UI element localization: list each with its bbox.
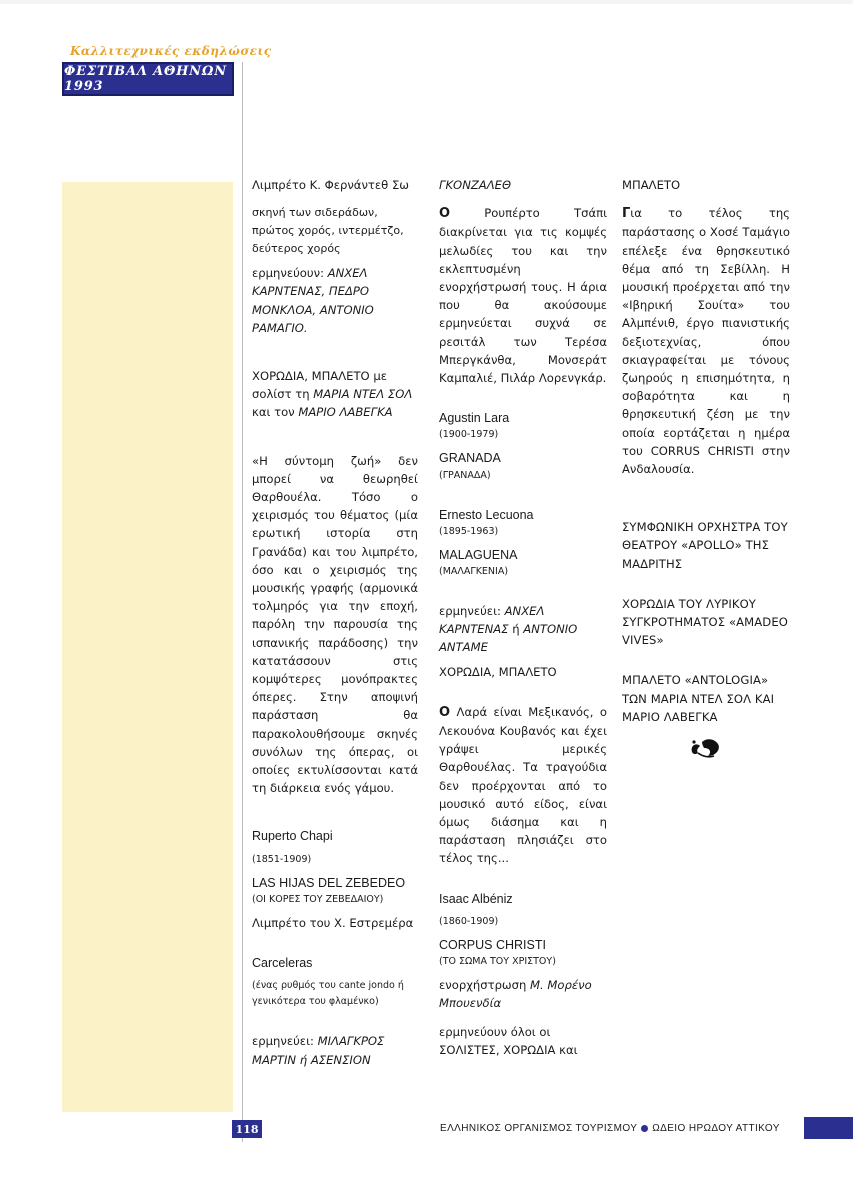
work-granada: GRANADA	[439, 451, 501, 466]
malaguena-translation: (ΜΑΛΑΓΚΕΝΙΑ)	[439, 566, 509, 578]
bullet-dot-icon	[641, 1125, 648, 1132]
section-kicker: Καλλιτεχνικές εκδηλώσεις	[70, 44, 272, 58]
orchestration-label: ενορχήστρωση	[439, 978, 531, 993]
chapi-paragraph	[439, 204, 607, 387]
chapi-years: (1851-1909)	[252, 853, 312, 865]
continued-name: ΓΚΟΝΖΑΛΕΘ	[439, 178, 512, 192]
work-hijas-zebedeo: LAS HIJAS DEL ZEBEDEO	[252, 875, 406, 890]
albeniz-years: (1860-1909)	[439, 915, 499, 927]
page-number: 118	[235, 1122, 259, 1136]
leaf-flourish-icon	[688, 734, 724, 760]
text-column-3	[622, 176, 790, 760]
footer-venue: ΩΔΕΙΟ ΗΡΩΔΟΥ ΑΤΤΙΚΟΥ	[652, 1123, 780, 1134]
corpus-translation: (ΤΟ ΣΩΜΑ ΤΟΥ ΧΡΙΣΤΟΥ)	[439, 956, 556, 968]
work-carceleras: Carceleras	[252, 956, 313, 971]
performer-label: ερμηνεύει:	[252, 1034, 318, 1049]
text-column-2	[439, 176, 607, 1059]
orchestra-apollo: ΣΥΜΦΩΝΙΚΗ ΟΡΧΗΣΤΡΑ ΤΟΥ ΘΕΑΤΡΟΥ «APOLLO» ΤΗΣ ΜΑΔΡΙΤΗΣ	[622, 520, 788, 571]
performer-name-2: ΑΝΤΟΝΙΟ ΑΝΤΑΜΕ	[439, 622, 578, 655]
performer-label: ερμηνεύει:	[439, 604, 505, 619]
chorus-text-a: ΧΟΡΩΔΙΑ, ΜΠΑΛΕΤΟ με σολίστ τη	[252, 369, 388, 402]
work-hijas-translation: (ΟΙ ΚΟΡΕΣ ΤΟΥ ΖΕΒΕΔΑΙΟΥ)	[252, 893, 384, 905]
tamayo-paragraph	[622, 204, 790, 478]
chorus-ballet-1	[252, 367, 418, 422]
performer-name: ΜΙΛΑΓΚΡΟΣ ΜΑΡΤΙΝ ή ΑΣΕΝΣΙΟΝ	[252, 1034, 385, 1067]
carceleras-note: (ένας ρυθμός του cante jondo ή γενικότερα του φλαμένκο)	[252, 980, 404, 1008]
drop-cap: Ο	[439, 704, 451, 720]
chapi-text: Ρουπέρτο Τσάπι διακρίνεται για τις κομψές μελωδίες του και την εκλεπτυσμένη ενορχήστρωσή τους. Η άρια που θα ακούσουμε ερμηνεύεται συχνά σε ρεσιτάλ των Τερέσα Μπεργκάνθα, Μονσεράτ Καμπαλιέ, Πιλάρ Λορενγκάρ.	[439, 206, 607, 386]
lecuona-years: (1895-1963)	[439, 525, 499, 537]
composer-lecuona: Ernesto Lecuona	[439, 507, 534, 522]
performers-label: ερμηνεύουν:	[252, 266, 328, 281]
drop-cap: Ο	[439, 206, 451, 222]
ballet-continued: ΜΠΑΛΕΤΟ	[622, 178, 681, 192]
performer-name-1: ΑΝΧΕΛ ΚΑΡΝΤΕΝΑΣ	[439, 604, 545, 637]
festival-banner	[62, 62, 234, 96]
performer-or: ή	[508, 622, 524, 637]
vida-breve-paragraph: «Η σύντομη ζωή» δεν μπορεί να θεωρηθεί Θαρθουέλα. Τόσο ο χειρισμός του θέματος (μία ερωτική ιστορία στη Γρανάδα) και του λιμπρέτο, όσο και ο χειρισμός της μουσικής γραφής (αρμονικά τολμηρός για την εποχή, παρόλη την παρουσία της ισπανικής παράδοσης) την κατατάσσουν στις κομψότερες μονόπρακτες όπερες. Στην αποψινή παράσταση θα παρακολουθήσουμε σκηνές συνόλων της όπερας, οι οποίες εκτυλίσσονται κατά τη διάρκεια ενός γάμου.	[252, 453, 418, 796]
work-malaguena: MALAGUENA	[439, 547, 518, 562]
ballet-antologia: ΜΠΑΛΕΤΟ «ANTOLOGIA» ΤΩΝ ΜΑΡΙΑ ΝΤΕΛ ΣΟΛ ΚΑΙ ΜΑΡΙΟ ΛΑΒΕΓΚΑ	[622, 673, 775, 724]
page-footer	[0, 1114, 853, 1144]
footer-accent-bar	[804, 1117, 853, 1139]
lara-paragraph	[439, 703, 607, 868]
page-number-box	[232, 1120, 262, 1138]
soloist-1: ΜΑΡΙΑ ΝΤΕΛ ΣΟΛ	[313, 387, 413, 402]
granada-translation: (ΓΡΑΝΑΔΑ)	[439, 469, 491, 481]
libretto-estremera: Λιμπρέτο του Χ. Εστρεμέρα	[252, 915, 414, 930]
footer-org: ΕΛΛΗΝΙΚΟΣ ΟΡΓΑΝΙΣΜΟΣ ΤΟΥΡΙΣΜΟΥ	[440, 1123, 638, 1134]
performers-1	[252, 264, 418, 337]
performer-milagros	[252, 1032, 418, 1068]
festival-title: ΦΕΣΤΙΒΑΛ ΑΘΗΝΩΝ 1993	[64, 64, 227, 94]
soloist-2: ΜΑΡΙΟ ΛΑΒΕΓΚΑ	[298, 405, 393, 420]
lara-years: (1900-1979)	[439, 429, 499, 441]
scene-list: σκηνή των σιδεράδων, πρώτος χορός, ιντερμέτζο, δεύτερος χορός	[252, 206, 404, 256]
chorus-amadeo-vives: ΧΟΡΩΔΙΑ ΤΟΥ ΛΥΡΙΚΟΥ ΣΥΓΚΡΟΤΗΜΑΤΟΣ «AMADEO VIVES»	[622, 596, 788, 648]
orchestration-credit	[439, 976, 607, 1012]
yellow-side-panel	[62, 182, 233, 1112]
chorus-ballet-2: ΧΟΡΩΔΙΑ, ΜΠΑΛΕΤΟ	[439, 664, 557, 679]
chorus-text-b: και τον	[252, 405, 299, 420]
work-corpus-christi: CORPUS CHRISTI	[439, 937, 546, 952]
all-performers: ερμηνεύουν όλοι οι ΣΟΛΙΣΤΕΣ, ΧΟΡΩΔΙΑ και	[439, 1024, 578, 1057]
libretto-credit: Λιμπρέτο Κ. Φερνάντεθ Σω	[252, 178, 409, 192]
drop-cap: Γ	[622, 206, 631, 222]
tamayo-text: ια το τέλος της παράστασης ο Χοσέ Ταμάγιο επέλεξε ένα θρησκευτικό θέμα από τη Σεβίλλη. Η μουσική προέρχεται από την «Ιβηρική Σουίτα» του Αλμπένιθ, έργο πιανιστικής δεξιοτεχνίας, όπου σκιαγραφείται με τόνους ζωηρούς η επισημότητα, η σοβαρότητα και η θρησκευτική ζέση με την οποία εορτάζεται η ημέρα του CORRUS CHRISTI στην Ανδαλουσία.	[622, 206, 790, 477]
orchestrator-name: Μ. Μορένο Μπουενδία	[439, 978, 592, 1011]
lara-text: Λαρά είναι Μεξικανός, ο Λεκουόνα Κουβανός και έχει γράψει μερικές Θαρθουέλας. Τα τραγούδια δεν προέρχονται από το μουσικό αυτό είδος, είναι όμως διάσημα και η παράσταση πλησιάζει στο τέλος της...	[439, 704, 607, 866]
text-column-1	[252, 176, 418, 1069]
composer-chapi: Ruperto Chapi	[252, 829, 333, 844]
composer-albeniz: Isaac Albéniz	[439, 891, 513, 906]
footer-text	[440, 1123, 780, 1134]
top-edge	[0, 0, 853, 4]
column-divider	[242, 62, 243, 1142]
performer-carntenas	[439, 602, 607, 657]
performers-names: ΑΝΧΕΛ ΚΑΡΝΤΕΝΑΣ, ΠΕΔΡΟ ΜΟΝΚΛΟΑ, ΑΝΤΟΝΙΟ ΡΑΜΑΓΙΟ.	[252, 266, 374, 335]
composer-lara: Agustin Lara	[439, 411, 510, 426]
